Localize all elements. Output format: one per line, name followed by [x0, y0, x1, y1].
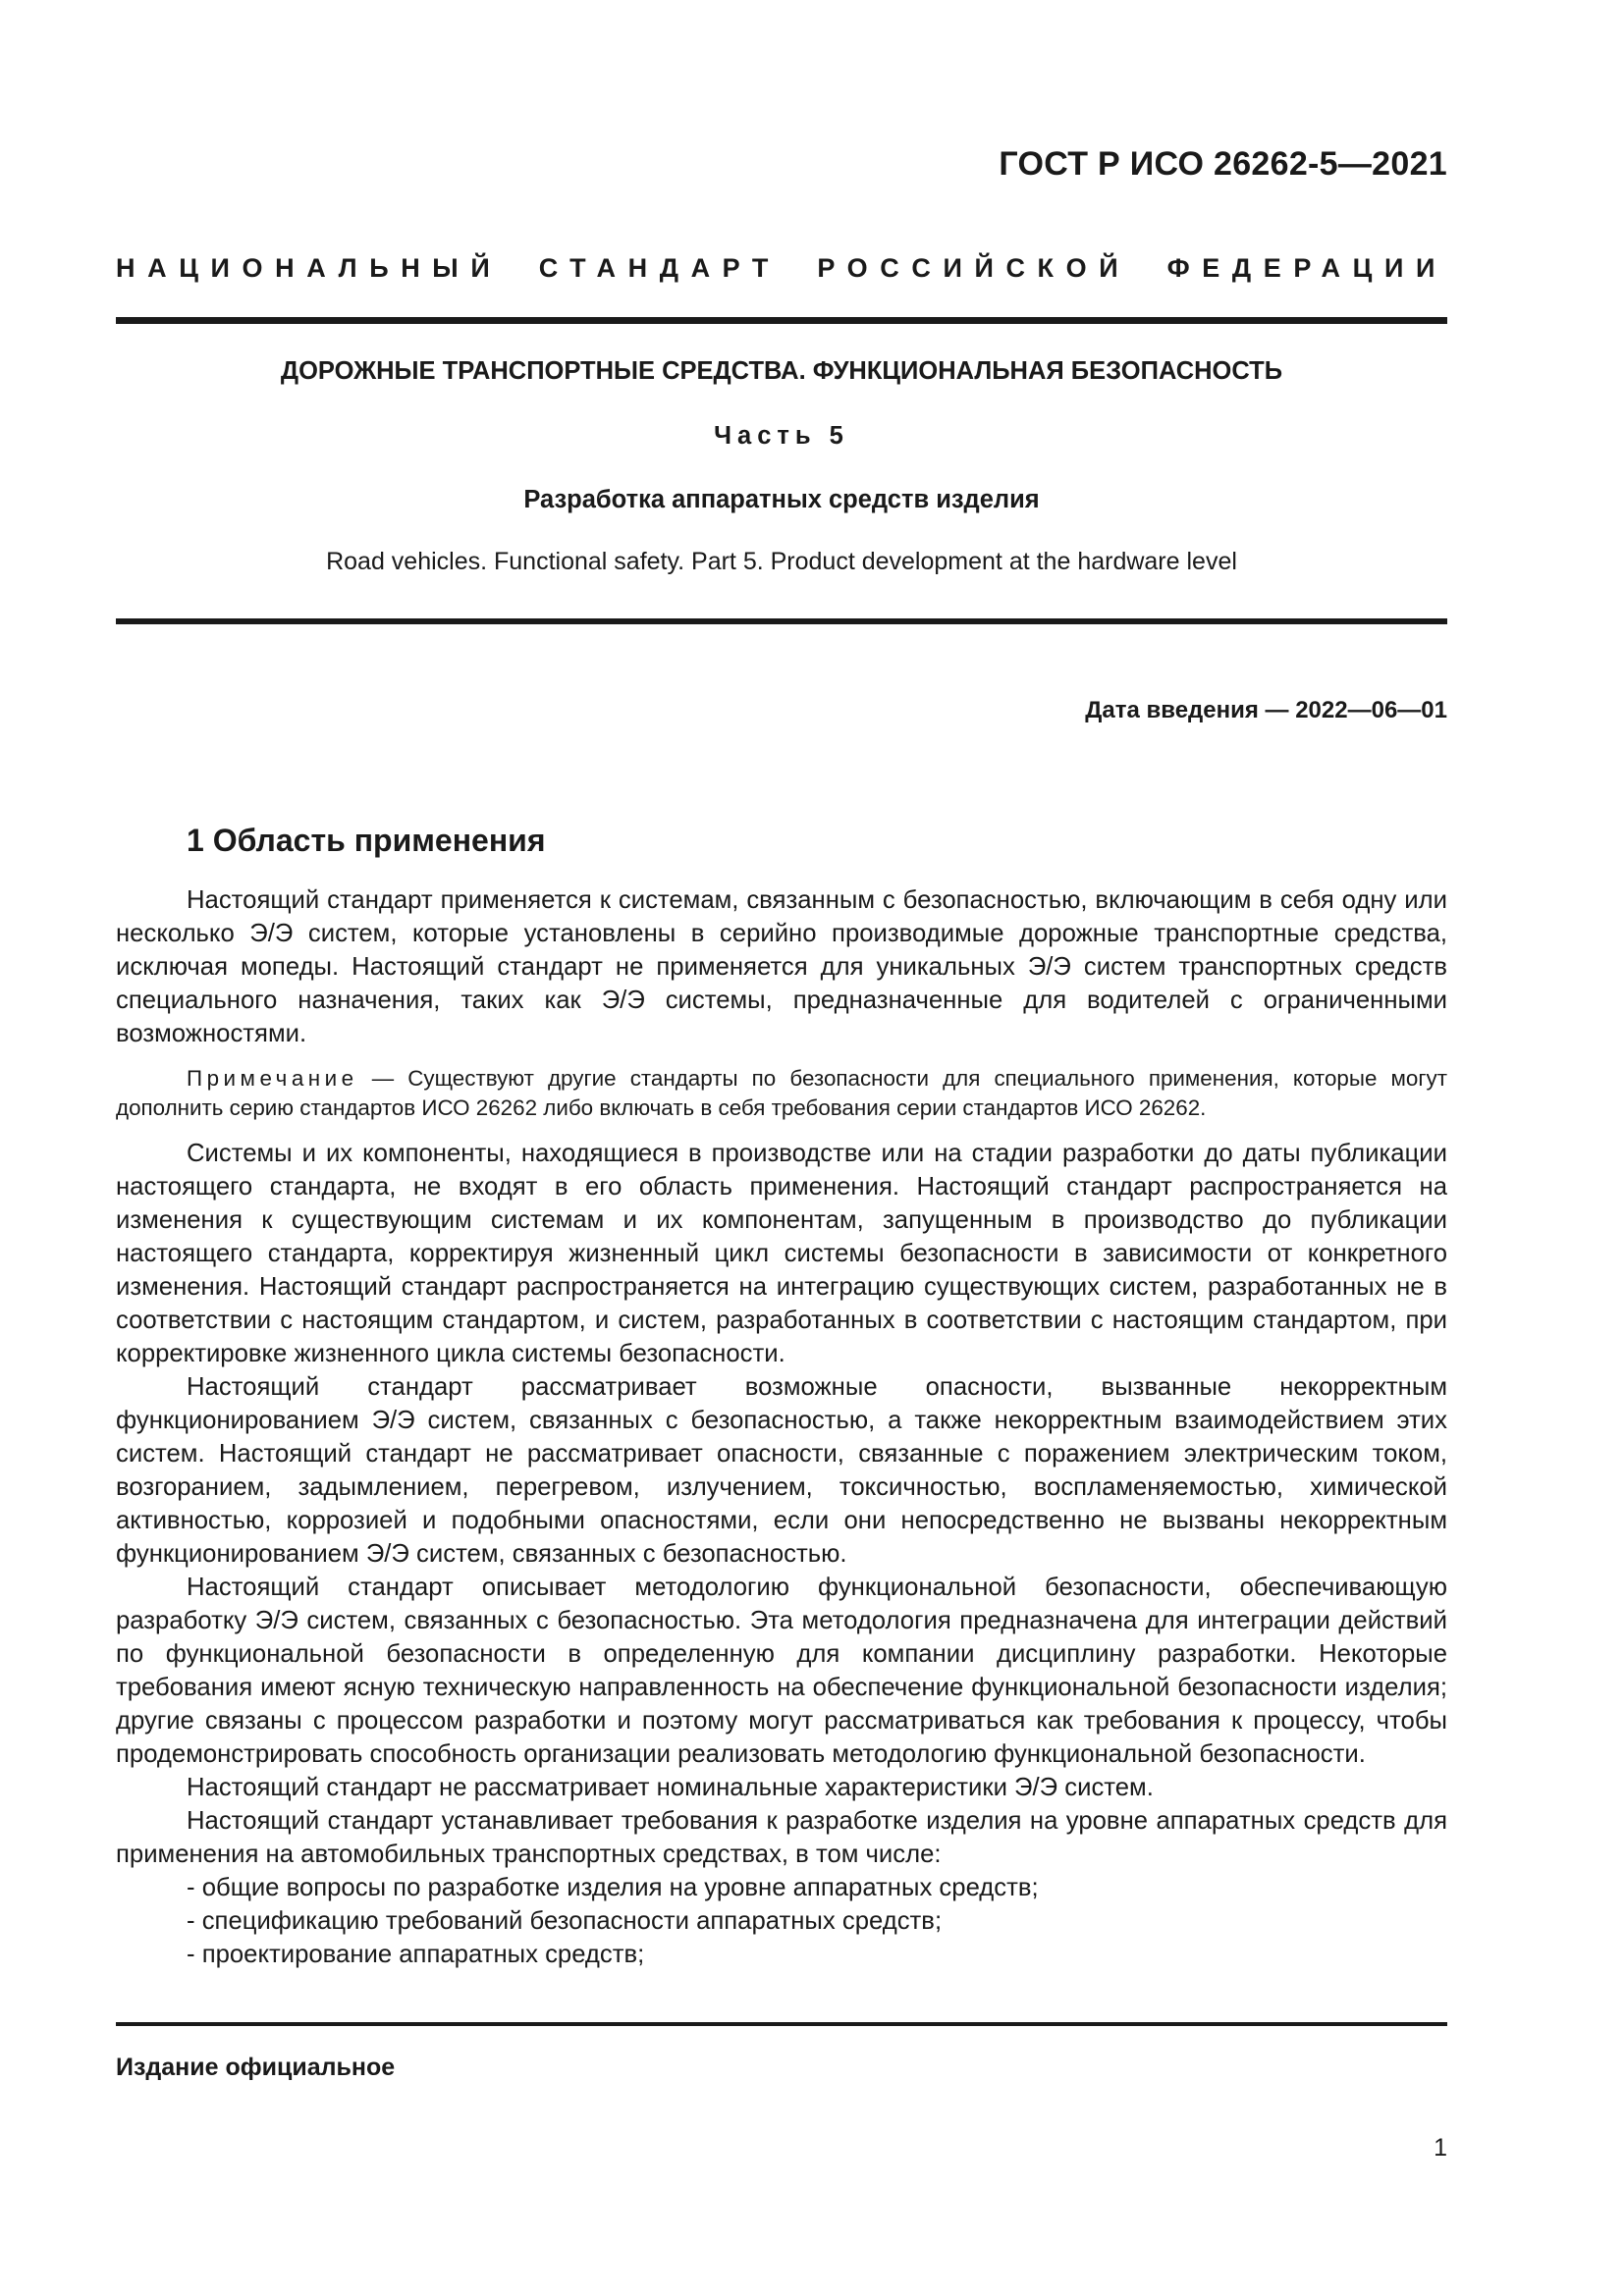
note-paragraph: [116, 1064, 1447, 1123]
list-item: - общие вопросы по разработке изделия на уровне аппаратных средств;: [187, 1874, 1039, 1901]
document-subtitle: Разработка аппаратных средств изделия: [523, 486, 1040, 513]
introduction-date: Дата введения — 2022—06—01: [1085, 697, 1447, 723]
paragraph-6: Настоящий стандарт устанавливает требования к разработке изделия на уровне аппаратных средств для применения на автомобильных транспортных средствах, в том числе:: [116, 1807, 1447, 1868]
paragraph-4: Настоящий стандарт описывает методологию функциональной безопасности, обеспечивающую разработку Э/Э систем, связанных с безопасностью. Эта методология предназначена для интеграции действий по функциональной безопасности в определенную для компании дисциплину разработки. Некоторые требования имеют ясную техническую направленность на обеспечение функциональной безопасности изделия; другие связаны с процессом разработки и поэтому могут рассматриваться как требования к процессу, чтобы продемонстрировать способность организации реализовать методологию функциональной безопасности.: [116, 1574, 1447, 1768]
top-divider: [116, 317, 1447, 324]
section-body: [116, 883, 1447, 1971]
note-label: Примечание: [187, 1066, 358, 1091]
title-divider: [116, 618, 1447, 624]
paragraph-5: Настоящий стандарт не рассматривает номинальные характеристики Э/Э систем.: [187, 1774, 1154, 1801]
paragraph-1: Настоящий стандарт применяется к системам, связанным с безопасностью, включающим в себя одну или несколько Э/Э систем, которые установлены в серийно производимые дорожные транспортные средства, исключая мопеды. Настоящий стандарт не применяется для уникальных Э/Э систем транспортных средств специального назначения, таких как Э/Э системы, предназначенные для водителей с ограниченными возможностями.: [116, 886, 1447, 1047]
paragraph-2: Системы и их компоненты, находящиеся в производстве или на стадии разработки до даты публикации настоящего стандарта, не входят в его область применения. Настоящий стандарт распространяется на изменения к существующим системам и их компонентам, запущенным в производство до публикации настоящего стандарта, корректируя жизненный цикл системы безопасности в зависимости от конкретного изменения. Настоящий стандарт распространяется на интеграцию существующих систем, разработанных не в соответствии с настоящим стандартом, и систем, разработанных в соответствии с настоящим стандартом, при корректировке жизненного цикла системы безопасности.: [116, 1140, 1447, 1367]
section-heading: 1 Область применения: [187, 823, 546, 858]
official-edition-label: Издание официальное: [116, 2054, 396, 2081]
document-title: ДОРОЖНЫЕ ТРАНСПОРТНЫЕ СРЕДСТВА. ФУНКЦИОНАЛЬНАЯ БЕЗОПАСНОСТЬ: [280, 357, 1283, 385]
footer-divider: [116, 2022, 1447, 2026]
note-text: — Существуют другие стандарты по безопасности для специального применения, которые могут дополнить серию стандартов ИСО 26262 либо включать в себя требования серии стандартов ИСО 26262.: [116, 1066, 1447, 1120]
gost-code: ГОСТ Р ИСО 26262-5—2021: [999, 145, 1447, 183]
english-title: Road vehicles. Functional safety. Part 5. Product development at the hardware level: [326, 548, 1237, 575]
paragraph-3: Настоящий стандарт рассматривает возможные опасности, вызванные некорректным функционированием Э/Э систем, связанных с безопасностью, а также некорректным взаимодействием этих систем. Настоящий стандарт не рассматривает опасности, связанные с поражением электрическим током, возгоранием, задымлением, перегревом, излучением, токсичностью, воспламеняемостью, химической активностью, коррозией и подобными опасностями, если они непосредственно не вызваны некорректным функционированием Э/Э систем, связанных с безопасностью.: [116, 1373, 1447, 1568]
list-item: - проектирование аппаратных средств;: [187, 1941, 645, 1968]
part-label: Часть 5: [714, 422, 849, 450]
page-number: 1: [1434, 2134, 1447, 2162]
national-standard-banner: НАЦИОНАЛЬНЫЙ СТАНДАРТ РОССИЙСКОЙ ФЕДЕРАЦИИ: [116, 253, 1447, 283]
list-item: - спецификацию требований безопасности аппаратных средств;: [187, 1907, 943, 1935]
